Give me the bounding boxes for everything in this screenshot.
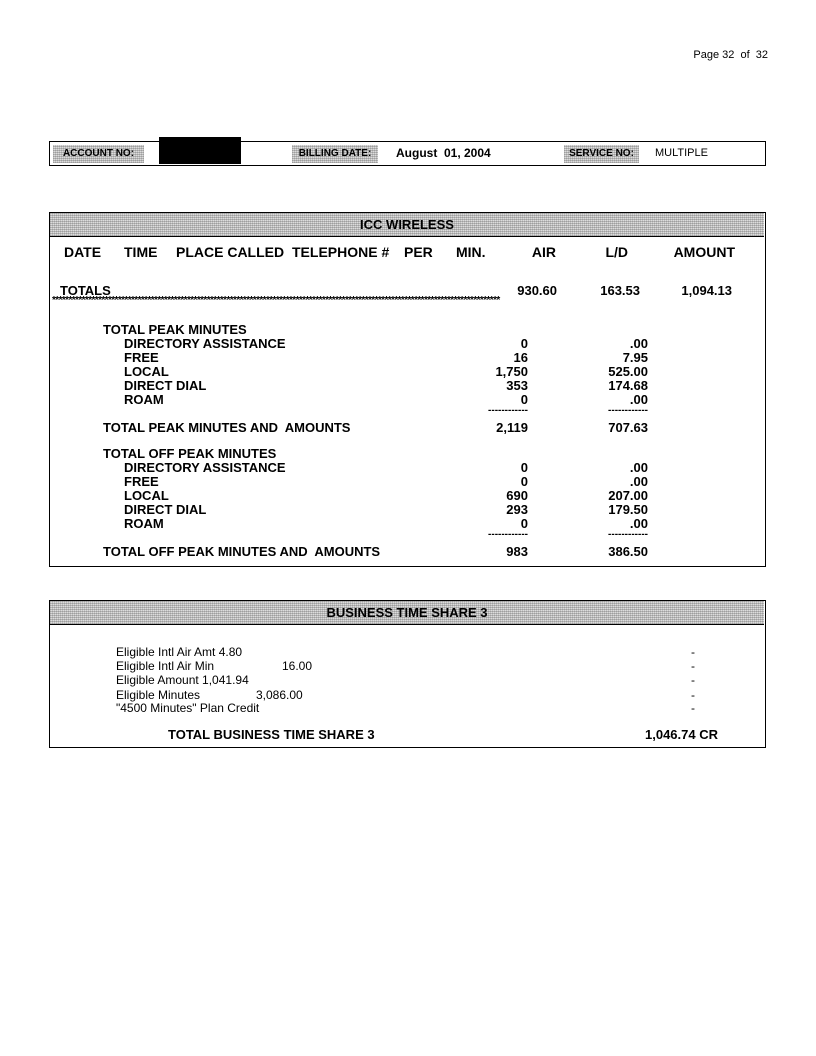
peak-amt-dashes: ------------ (608, 405, 648, 416)
col-place-called: PLACE CALLED (176, 244, 285, 260)
offpeak-row-min: 690 (506, 488, 528, 503)
business-time-share-section (49, 600, 766, 748)
offpeak-row-min: 0 (520, 460, 528, 475)
bts-row-value: - (691, 673, 695, 687)
col-time: TIME (124, 244, 158, 260)
bts-row-extra: 3,086.00 (256, 688, 303, 702)
offpeak-row-min: 293 (506, 502, 528, 517)
offpeak-row-label: DIRECT DIAL (124, 502, 207, 517)
peak-total-min: 2,119 (496, 420, 528, 435)
col-min: MIN. (456, 244, 486, 260)
offpeak-row-amount: .00 (629, 516, 648, 531)
bts-row-label: "4500 Minutes" Plan Credit (116, 701, 260, 715)
col-date: DATE (64, 244, 102, 260)
col-per: PER (404, 244, 433, 260)
account-number-label: ACCOUNT NO: (53, 145, 144, 163)
peak-row-min: 1,750 (495, 364, 528, 379)
bts-total-value: 1,046.74 CR (645, 727, 718, 742)
bts-row-label: Eligible Intl Air Min (116, 659, 215, 673)
offpeak-row-label: LOCAL (124, 488, 169, 503)
bts-row-label: Eligible Minutes (116, 688, 201, 702)
offpeak-title: TOTAL OFF PEAK MINUTES (103, 446, 277, 461)
totals-air: 930.60 (517, 283, 557, 298)
bts-row-value: - (691, 645, 695, 659)
offpeak-row-label: DIRECTORY ASSISTANCE (124, 460, 286, 475)
peak-row-amount: 174.68 (608, 378, 648, 393)
bts-row-value: - (691, 688, 695, 702)
peak-row-min: 353 (506, 378, 528, 393)
offpeak-min-dashes: ------------ (488, 529, 528, 540)
bts-row-extra: 16.00 (282, 659, 313, 673)
col-telephone: TELEPHONE # (292, 244, 390, 260)
totals-amount: 1,094.13 (681, 283, 732, 298)
offpeak-row-label: FREE (124, 474, 159, 489)
peak-row-min: 0 (520, 392, 528, 407)
star-separator: **************************************************************************************************************************************** (52, 295, 500, 306)
peak-row-amount: .00 (629, 336, 648, 351)
peak-row-min: 16 (513, 350, 528, 365)
bts-row-label: Eligible Amount 1,041.94 (116, 673, 249, 687)
offpeak-row-amount: 207.00 (608, 488, 648, 503)
col-air: AIR (531, 244, 556, 260)
col-amount: AMOUNT (673, 244, 735, 260)
billing-date-value: August 01, 2004 (396, 146, 491, 160)
billing-date-label: BILLING DATE: (292, 145, 378, 163)
peak-row-label: FREE (124, 350, 159, 365)
offpeak-total-min: 983 (506, 544, 528, 559)
peak-total-amount: 707.63 (608, 420, 648, 435)
bts-row-value: - (691, 701, 695, 715)
offpeak-row-amount: 179.50 (608, 502, 648, 517)
service-number-value: MULTIPLE (655, 147, 708, 159)
peak-row-label: DIRECTORY ASSISTANCE (124, 336, 286, 351)
peak-row-label: ROAM (124, 392, 164, 407)
service-number-label: SERVICE NO: (564, 145, 639, 163)
peak-row-min: 0 (520, 336, 528, 351)
offpeak-row-amount: .00 (629, 474, 648, 489)
peak-row-amount: 525.00 (608, 364, 648, 379)
peak-total-label: TOTAL PEAK MINUTES AND AMOUNTS (103, 420, 351, 435)
peak-title: TOTAL PEAK MINUTES (103, 322, 247, 337)
account-header-bar (49, 141, 766, 166)
peak-row-amount: 7.95 (622, 350, 648, 365)
col-ld: L/D (605, 244, 628, 260)
page-number: Page 32 of 32 (693, 49, 768, 61)
bts-total-label: TOTAL BUSINESS TIME SHARE 3 (168, 727, 375, 742)
peak-min-dashes: ------------ (488, 405, 528, 416)
offpeak-amt-dashes: ------------ (608, 529, 648, 540)
offpeak-row-label: ROAM (124, 516, 164, 531)
account-number-redacted (159, 137, 241, 164)
offpeak-row-amount: .00 (629, 460, 648, 475)
offpeak-total-amount: 386.50 (608, 544, 648, 559)
business-time-share-title: BUSINESS TIME SHARE 3 (50, 601, 764, 625)
offpeak-row-min: 0 (520, 474, 528, 489)
bts-row-value: - (691, 659, 695, 673)
icc-wireless-title: ICC WIRELESS (50, 213, 764, 237)
totals-ld: 163.53 (600, 283, 640, 298)
peak-row-amount: .00 (629, 392, 648, 407)
peak-row-label: LOCAL (124, 364, 169, 379)
offpeak-row-min: 0 (520, 516, 528, 531)
bts-row-label: Eligible Intl Air Amt 4.80 (116, 645, 243, 659)
icc-wireless-section (49, 212, 766, 567)
peak-row-label: DIRECT DIAL (124, 378, 207, 393)
totals-label: TOTALS (60, 283, 111, 298)
offpeak-total-label: TOTAL OFF PEAK MINUTES AND AMOUNTS (103, 544, 381, 559)
